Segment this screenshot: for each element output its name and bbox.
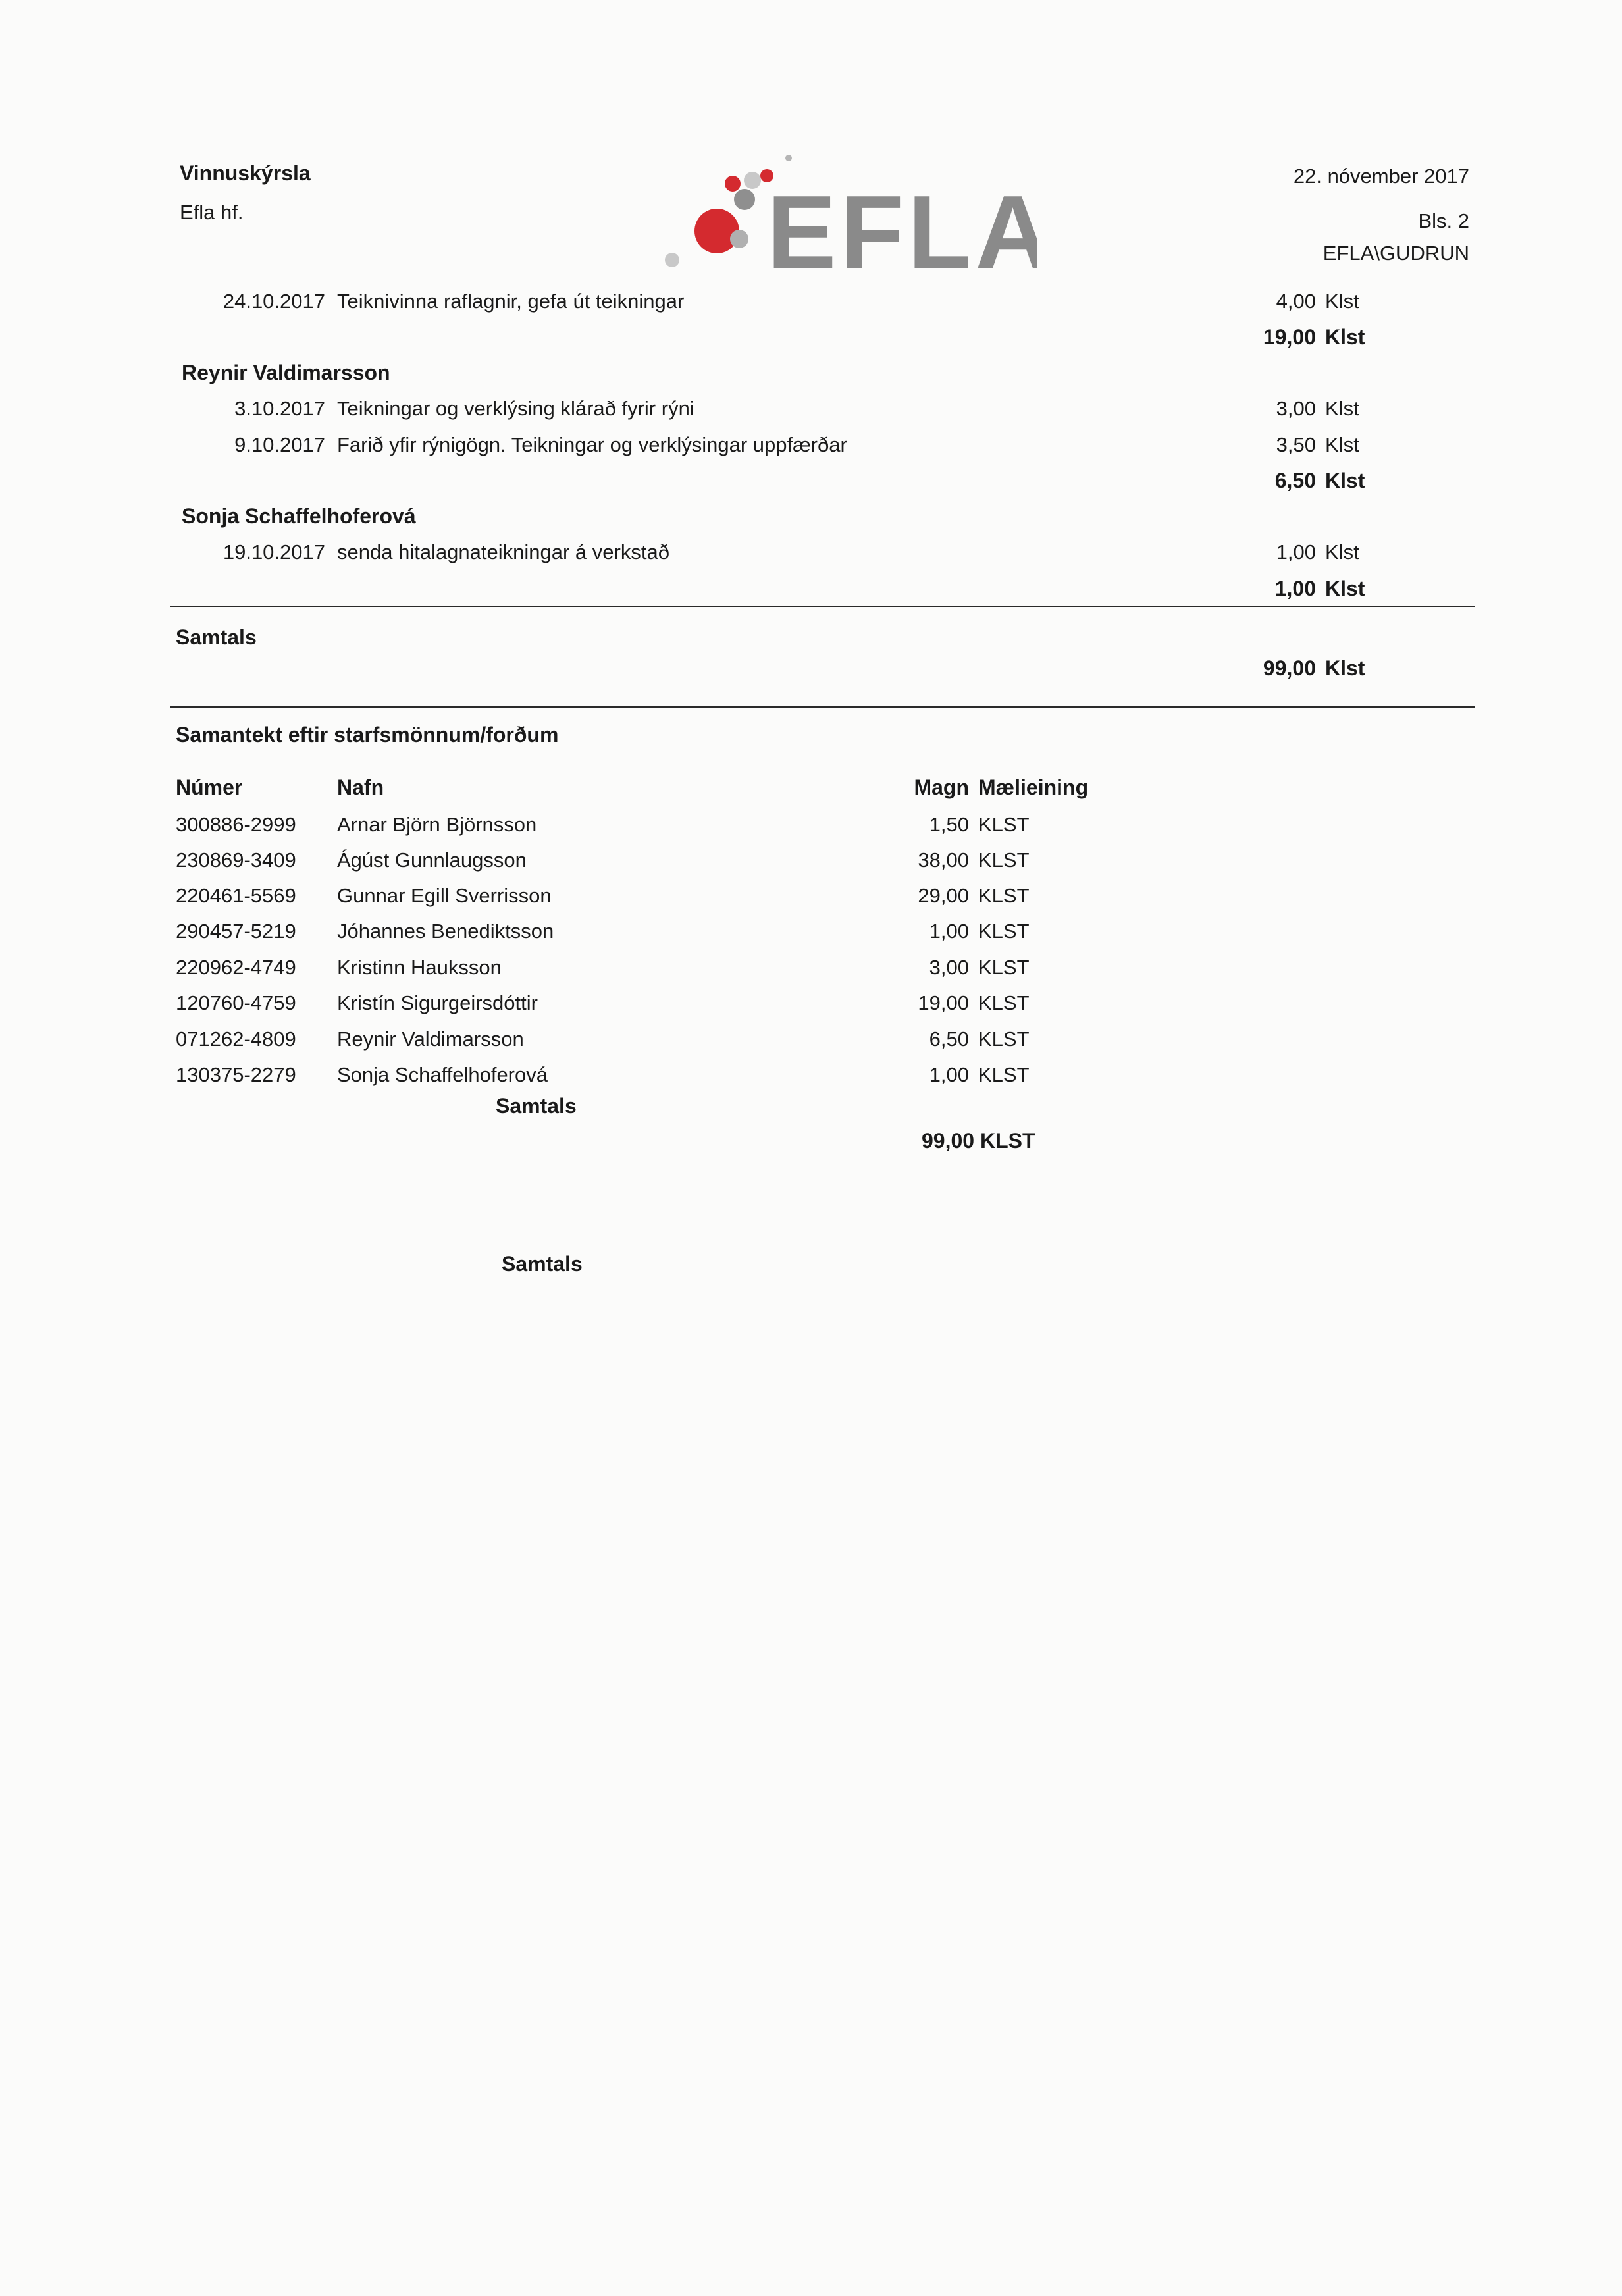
company-name: Efla hf.: [180, 201, 244, 224]
row-number: 220461-5569: [176, 884, 296, 907]
entry-unit: Klst: [1325, 397, 1359, 420]
row-name: Jóhannes Benediktsson: [337, 920, 554, 943]
row-unit: KLST: [978, 884, 1030, 907]
column-header-qty: Magn: [914, 775, 969, 799]
subtotal-qty: 1,00: [1274, 577, 1316, 600]
row-unit: KLST: [978, 848, 1030, 872]
row-number: 130375-2279: [176, 1063, 296, 1086]
row-number: 071262-4809: [176, 1028, 296, 1051]
entry-unit: Klst: [1325, 290, 1359, 313]
entry-date: 19.10.2017: [222, 540, 325, 563]
row-qty: 1,00: [929, 1063, 969, 1086]
entry-qty: 1,00: [1276, 540, 1316, 563]
entry-qty: 4,00: [1276, 290, 1316, 313]
column-header-name: Nafn: [337, 775, 384, 799]
subtotal-unit: Klst: [1325, 469, 1365, 492]
row-qty: 19,00: [918, 991, 969, 1014]
column-header-unit: Mælieining: [978, 775, 1089, 799]
row-qty: 1,00: [929, 920, 969, 943]
report-date: 22. nóvember 2017: [1293, 165, 1469, 188]
entry-description: Teikningar og verklýsing klárað fyrir rýni: [337, 397, 694, 420]
total-qty: 99,00: [1263, 656, 1316, 680]
row-unit: KLST: [978, 991, 1030, 1014]
entry-qty: 3,00: [1276, 397, 1316, 420]
entry-date: 3.10.2017: [234, 397, 325, 420]
row-number: 300886-2999: [176, 813, 296, 836]
subtotal-qty: 6,50: [1274, 469, 1316, 492]
row-number: 230869-3409: [176, 848, 296, 872]
subtotal-unit: Klst: [1325, 325, 1365, 349]
row-number: 220962-4749: [176, 956, 296, 979]
user-name: EFLA\GUDRUN: [1322, 242, 1469, 265]
row-name: Sonja Schaffelhoferová: [337, 1063, 548, 1086]
row-unit: KLST: [978, 1028, 1030, 1051]
row-number: 290457-5219: [176, 920, 296, 943]
row-unit: KLST: [978, 920, 1030, 943]
employee-name: Sonja Schaffelhoferová: [182, 504, 416, 528]
row-qty: 29,00: [918, 884, 969, 907]
row-qty: 38,00: [918, 848, 969, 872]
divider: [170, 706, 1475, 708]
row-name: Reynir Valdimarsson: [337, 1028, 524, 1051]
row-number: 120760-4759: [176, 991, 296, 1014]
footer-total-label: Samtals: [502, 1252, 583, 1276]
entry-description: Farið yfir rýnigögn. Teikningar og verklýsingar uppfærðar: [337, 433, 847, 456]
row-qty: 3,00: [929, 956, 969, 979]
total-label: Samtals: [176, 625, 257, 649]
subtotal-unit: Klst: [1325, 577, 1365, 600]
entry-unit: Klst: [1325, 540, 1359, 563]
divider: [170, 606, 1475, 607]
subtotal-qty: 19,00: [1263, 325, 1316, 349]
row-qty: 6,50: [929, 1028, 969, 1051]
entry-date: 9.10.2017: [234, 433, 325, 456]
summary-title: Samantekt eftir starfsmönnum/forðum: [176, 723, 559, 746]
row-name: Kristinn Hauksson: [337, 956, 502, 979]
page-number: Bls. 2: [1418, 209, 1469, 232]
row-unit: KLST: [978, 1063, 1030, 1086]
column-header-number: Númer: [176, 775, 243, 799]
entry-qty: 3,50: [1276, 433, 1316, 456]
row-qty: 1,50: [929, 813, 969, 836]
entry-date: 24.10.2017: [222, 290, 325, 313]
total-unit: Klst: [1325, 656, 1365, 680]
row-unit: KLST: [978, 813, 1030, 836]
report-title: Vinnuskýrsla: [180, 161, 311, 185]
row-name: Arnar Björn Björnsson: [337, 813, 537, 836]
entry-description: senda hitalagnateikningar á verkstað: [337, 540, 669, 563]
entry-description: Teiknivinna raflagnir, gefa út teikningar: [337, 290, 685, 313]
row-name: Ágúst Gunnlaugsson: [337, 848, 527, 872]
summary-total-label: Samtals: [496, 1094, 577, 1118]
row-unit: KLST: [978, 956, 1030, 979]
summary-total: 99,00 KLST: [922, 1129, 1035, 1153]
efla-logo: [655, 148, 1037, 280]
row-name: Gunnar Egill Sverrisson: [337, 884, 552, 907]
logo-text: EFLA: [767, 174, 1037, 280]
entry-unit: Klst: [1325, 433, 1359, 456]
employee-name: Reynir Valdimarsson: [182, 361, 390, 384]
row-name: Kristín Sigurgeirsdóttir: [337, 991, 538, 1014]
